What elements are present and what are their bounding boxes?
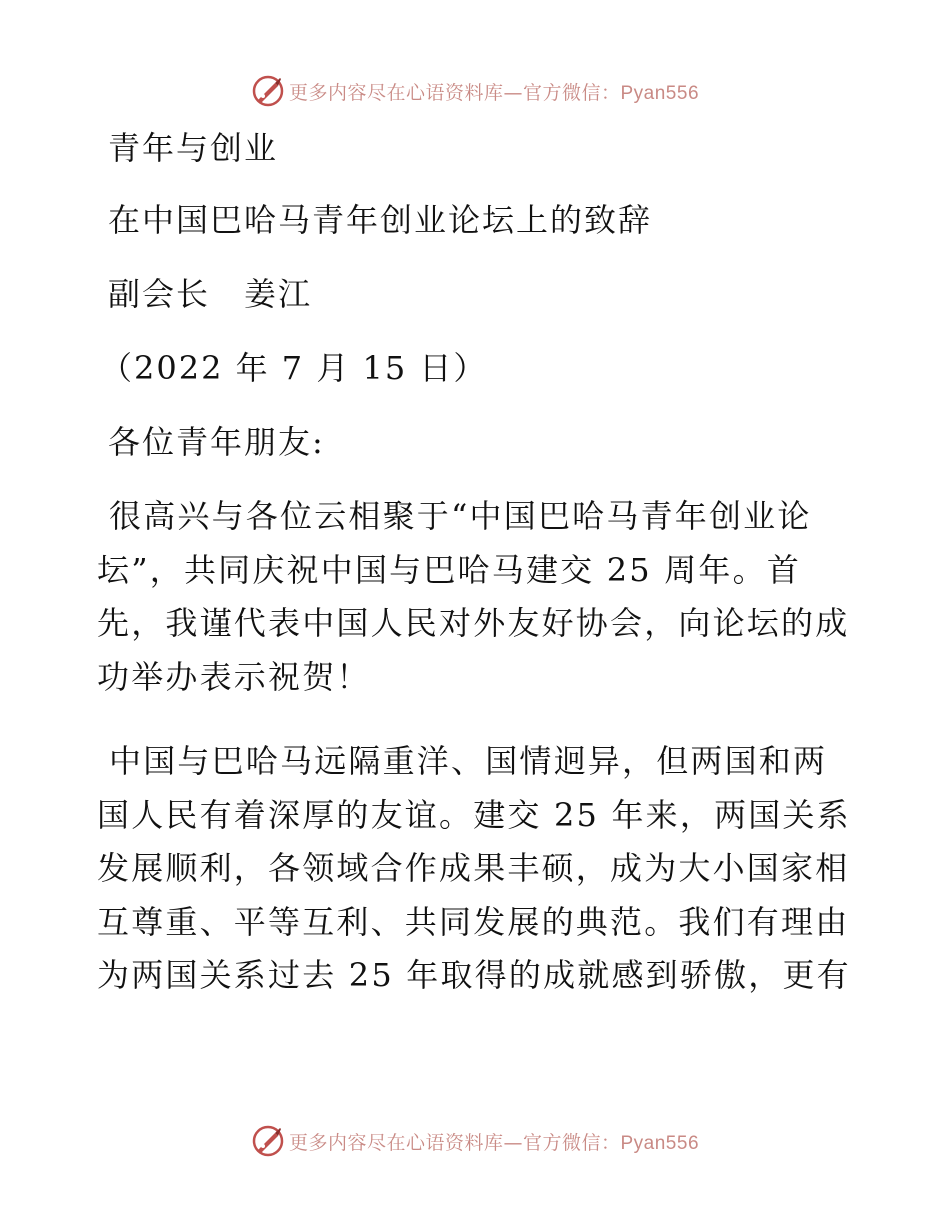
speaker-line: 副会长 姜江 <box>108 275 313 313</box>
watermark-text: 更多内容尽在心语资料库—官方微信：Pyan556 <box>288 81 700 104</box>
salutation: 各位青年朋友: <box>108 423 325 461</box>
watermark-text: 更多内容尽在心语资料库—官方微信：Pyan556 <box>288 1131 700 1154</box>
footer-watermark <box>0 1121 950 1161</box>
quill-pen-icon <box>251 74 285 108</box>
paragraph-2: 中国与巴哈马远隔重洋、国情迥异，但两国和两国人民有着深厚的友谊。建交 25 年来，两国关系发展顺利，各领域合作成果丰硕，成为大小国家相互尊重、平等互利、共同发展的典范。我们有理由为两国关系过去 25 年取得的成就感到骄傲，更有 <box>97 742 851 994</box>
date-line: （2022 年 7 月 15 日） <box>100 349 488 387</box>
quill-pen-icon <box>251 1124 285 1158</box>
paragraph-1: 很高兴与各位云相聚于“中国巴哈马青年创业论坛”，共同庆祝中国与巴哈马建交 25 周年。首先，我谨代表中国人民对外友好协会，向论坛的成功举办表示祝贺！ <box>97 497 850 696</box>
header-watermark <box>0 71 950 111</box>
document-title: 青年与创业 <box>108 129 279 167</box>
document-subtitle: 在中国巴哈马青年创业论坛上的致辞 <box>108 201 653 239</box>
